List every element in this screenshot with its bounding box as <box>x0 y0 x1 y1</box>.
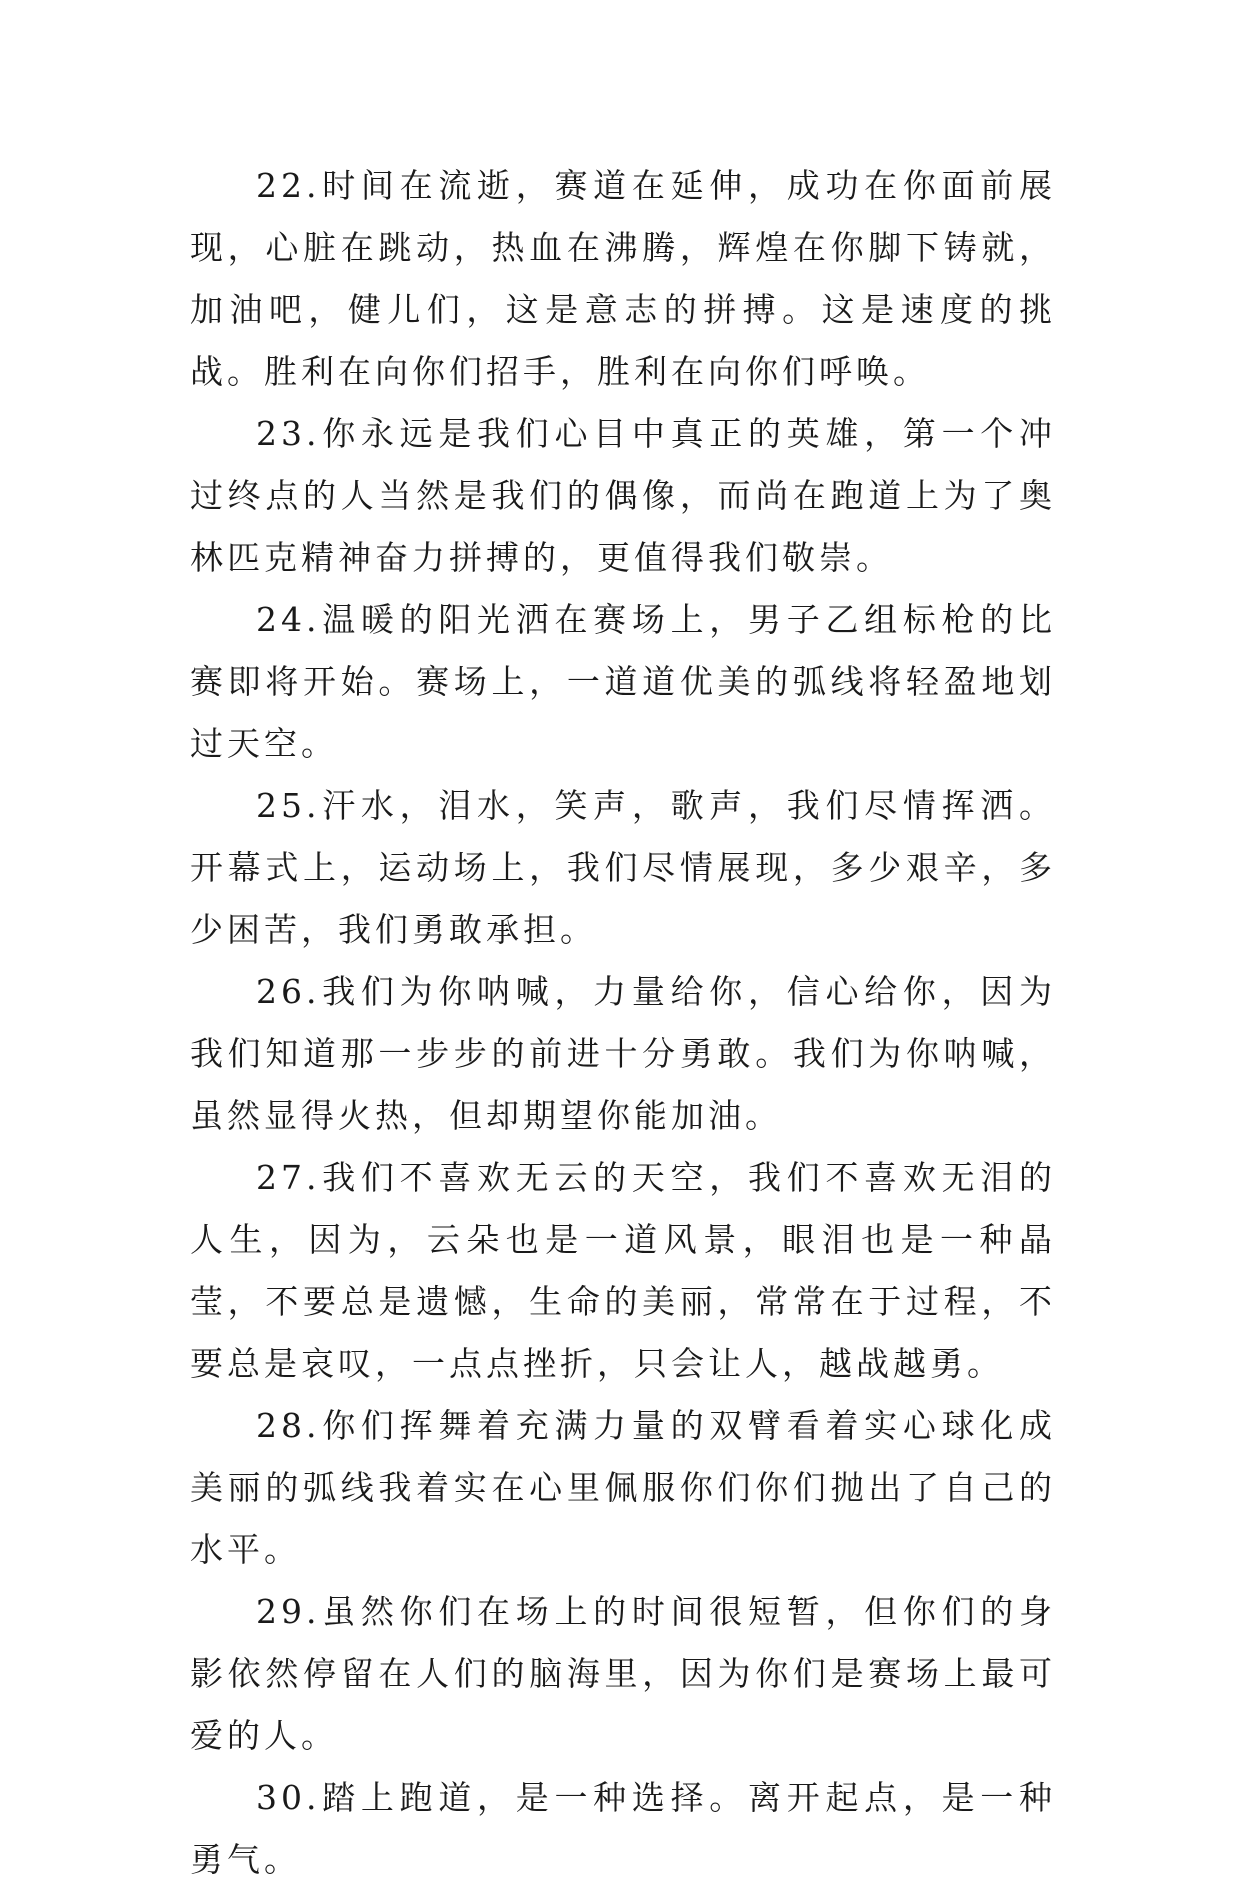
paragraph-27: 27.我们不喜欢无云的天空，我们不喜欢无泪的人生，因为，云朵也是一道风景，眼泪也是一种晶莹，不要总是遗憾，生命的美丽，常常在于过程，不要总是哀叹，一点点挫折，只会让人，越战越勇。 <box>190 1158 1056 1383</box>
paragraph-28: 28.你们挥舞着充满力量的双臂看着实心球化成美丽的弧线我着实在心里佩服你们你们抛出了自己的水平。 <box>190 1406 1056 1569</box>
paragraph-26: 26.我们为你呐喊，力量给你，信心给你，因为我们知道那一步步的前进十分勇敢。我们为你呐喊，虽然显得火热，但却期望你能加油。 <box>190 972 1056 1135</box>
paragraph-29: 29.虽然你们在场上的时间很短暂，但你们的身影依然停留在人们的脑海里，因为你们是赛场上最可爱的人。 <box>190 1592 1056 1755</box>
document-body <box>190 155 1056 1891</box>
paragraph-25: 25.汗水，泪水，笑声，歌声，我们尽情挥洒。开幕式上，运动场上，我们尽情展现，多少艰辛，多少困苦，我们勇敢承担。 <box>190 786 1056 949</box>
paragraph-30: 30.踏上跑道，是一种选择。离开起点，是一种勇气。 <box>190 1778 1056 1879</box>
paragraph-22: 22.时间在流逝，赛道在延伸，成功在你面前展现，心脏在跳动，热血在沸腾，辉煌在你脚下铸就，加油吧，健儿们，这是意志的拼搏。这是速度的挑战。胜利在向你们招手，胜利在向你们呼唤。 <box>190 166 1056 391</box>
paragraph-24: 24.温暖的阳光洒在赛场上，男子乙组标枪的比赛即将开始。赛场上，一道道优美的弧线将轻盈地划过天空。 <box>190 600 1056 763</box>
paragraph-23: 23.你永远是我们心目中真正的英雄，第一个冲过终点的人当然是我们的偶像，而尚在跑道上为了奥林匹克精神奋力拼搏的，更值得我们敬崇。 <box>190 414 1056 577</box>
